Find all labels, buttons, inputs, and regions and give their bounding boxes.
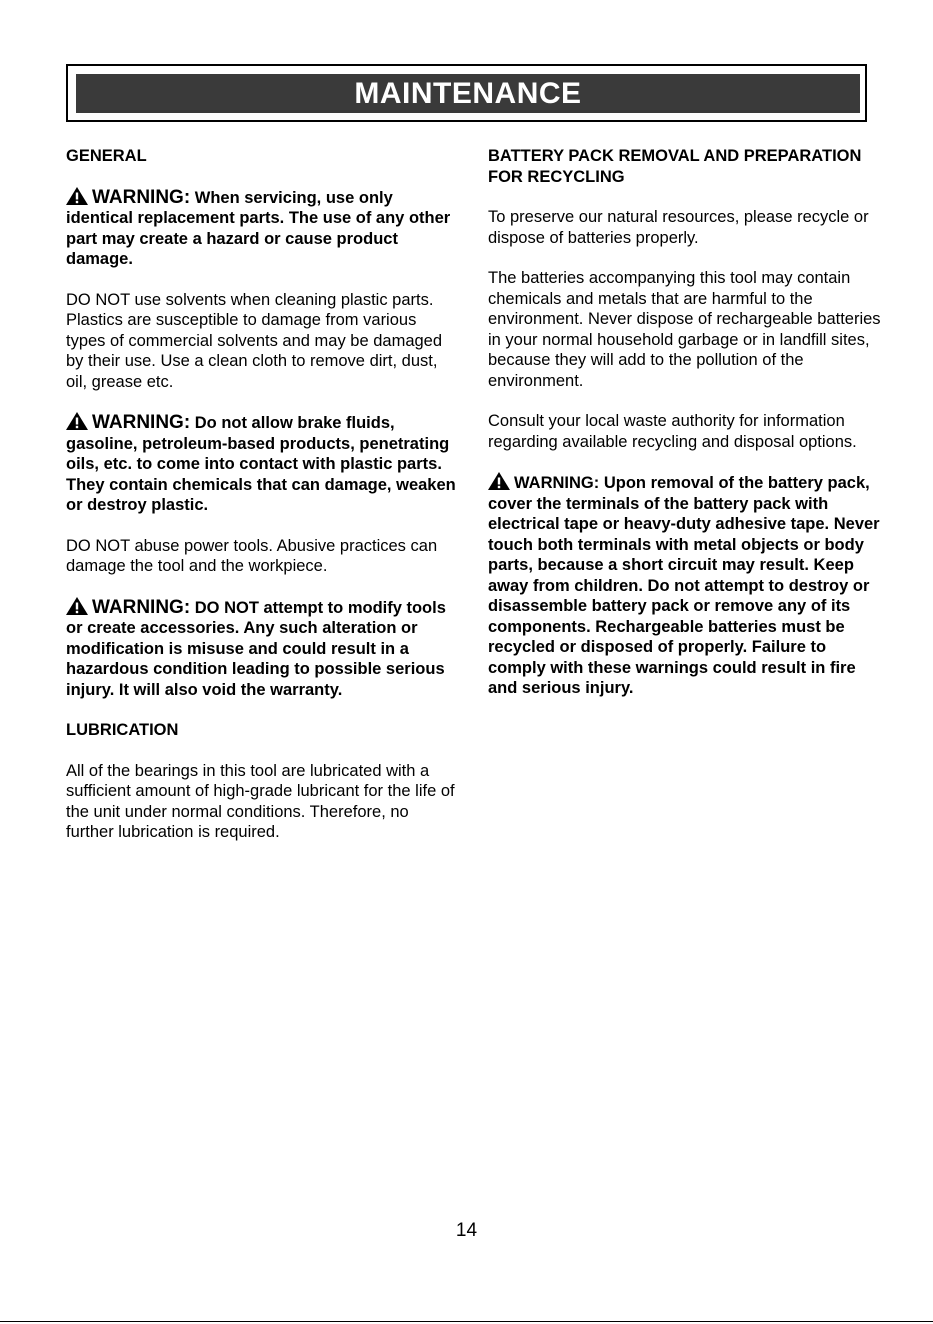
warning-triangle-icon xyxy=(488,472,510,490)
warning-text: Do not allow brake fluids, gasoline, petroleum-based products, penetrating oils, etc. to come into contact with plastic parts. They contain chemicals that can damage, weaken or destroy plastic. xyxy=(66,414,456,514)
warning-text: DO NOT attempt to modify tools or create accessories. Any such alteration or modification is misuse and could result in a hazardous condition leading to possible serious injury. It will also void the warranty. xyxy=(66,598,446,699)
warning-text: When servicing, use only identical replacement parts. The use of any other part may create a hazard or cause product damage. xyxy=(66,188,451,268)
page-number: 14 xyxy=(455,1220,478,1241)
batteries-paragraph: The batteries accompanying this tool may contain chemicals and metals that are harmful to the environment. Never dispose of rechargeable batteries in your normal household garbage or in landfill sites, because they will add to the pollution of the environment. xyxy=(488,269,881,390)
preserve-paragraph: To preserve our natural resources, please recycle or dispose of batteries properly. xyxy=(488,208,869,247)
section-header-bar xyxy=(76,74,860,113)
warning-label: WARNING: xyxy=(92,186,191,208)
consult-paragraph: Consult your local waste authority for information regarding available recycling and disposal options. xyxy=(488,412,857,451)
warning-label: WARNING: xyxy=(92,596,191,618)
warning-triangle-icon xyxy=(66,187,88,205)
warning-brake-fluids xyxy=(66,412,458,516)
bottom-divider xyxy=(0,1321,933,1322)
warning-label: WARNING: xyxy=(92,412,191,433)
solvents-paragraph: DO NOT use solvents when cleaning plastic parts. Plastics are susceptible to damage from various types of commercial solvents and may be damaged by their use. Use a clean cloth to remove dirt, dust, oil, grease etc. xyxy=(66,290,443,391)
page-title: MAINTENANCE xyxy=(354,76,582,110)
warning-modify xyxy=(66,597,458,701)
warning-battery-removal xyxy=(488,472,883,699)
abuse-paragraph: DO NOT abuse power tools. Abusive practices can damage the tool and the workpiece. xyxy=(66,536,438,575)
right-column xyxy=(488,146,883,699)
section-header xyxy=(66,64,867,122)
warning-triangle-icon xyxy=(66,597,88,615)
general-heading: GENERAL xyxy=(66,147,147,165)
warning-label: WARNING: xyxy=(514,474,600,492)
warning-text: Upon removal of the battery pack, cover the terminals of the battery pack with electrical tape or heavy-duty adhesive tape. Never touch both terminals with metal objects or body parts, because a short circuit may result. Keep away from children. Do not attempt to destroy or disassemble battery pack or remove any of its components. Rechargeable batteries must be recycled or disposed of properly. Failure to comply with these warnings could result in fire and serious injury. xyxy=(488,474,880,697)
battery-heading: BATTERY PACK REMOVAL AND PREPARATION FOR RECYCLING xyxy=(488,147,862,186)
lubrication-heading: LUBRICATION xyxy=(66,721,179,739)
warning-servicing xyxy=(66,187,458,270)
lubrication-paragraph: All of the bearings in this tool are lubricated with a sufficient amount of high-grade lubricant for the life of the unit under normal conditions. Therefore, no further lubrication is required. xyxy=(66,761,455,841)
warning-triangle-icon xyxy=(66,412,88,430)
left-column xyxy=(66,146,458,843)
